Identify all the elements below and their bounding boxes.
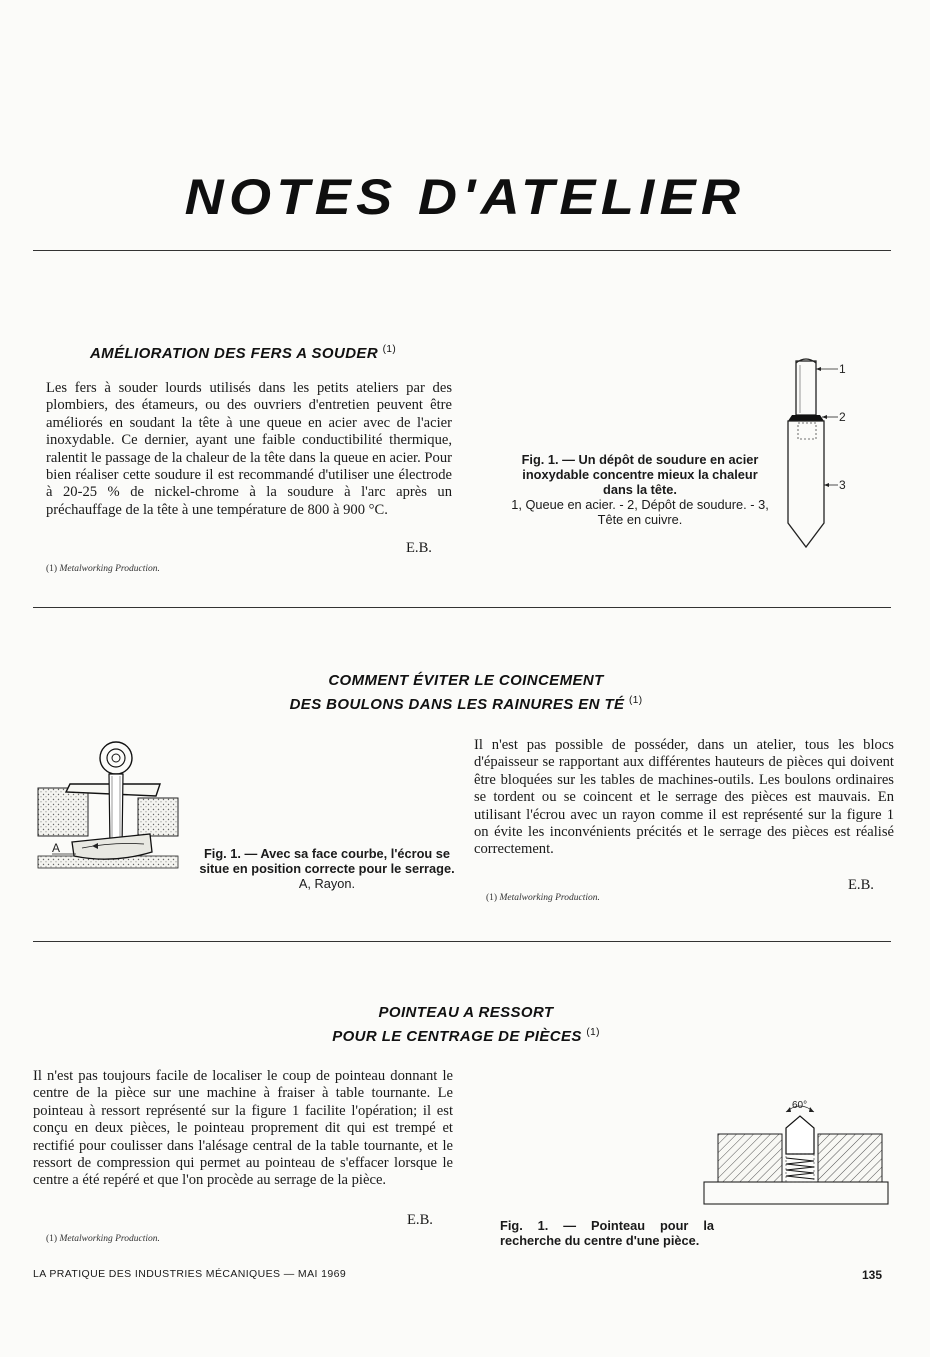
article3-figure-caption: Fig. 1. — Pointeau pour la recherche du centre d'une pièce. (500, 1218, 714, 1248)
article2-body: Il n'est pas possible de posséder, dans un atelier, tous les blocs d'épaisseur se rapportant aux différentes hauteurs de pièces qui doivent être bloquées sur les tables de machines-outils. Les boulons ordinaires se tordent ou se coincent et le serrage des pièces est mauvais. En utilisant l'écrou avec un rayon comme il est représenté sur la figure 1 on évite les inconvénients précités et le serrage des pièces est réalisé correctement. (474, 737, 894, 858)
figure-label-a: A (52, 841, 61, 855)
article2-figure-caption: Fig. 1. — Avec sa face courbe, l'écrou se situe en position correcte pour le serrage. A, Rayon. (199, 846, 455, 891)
figure-label-1: 1 (839, 362, 846, 376)
article1-signature: E.B. (406, 540, 432, 556)
publication-footer: LA PRATIQUE DES INDUSTRIES MÉCANIQUES — MAI 1969 (33, 1268, 347, 1280)
article2-signature: E.B. (848, 877, 874, 893)
article3-body: Il n'est pas toujours facile de localiser le coup de pointeau donnant le centre de la pièce sur une machine à fraiser à table tournante. Le pointeau à ressort représenté sur la figure 1 facilite l'opération; il est conçu en deux pièces, le pointeau proprement dit qui est trempé et rectifié pour coulisser dans l'alésage central de la table tournante, et le ressort de compression qui permet au pointeau de s'effacer lorsque le centre a été repéré et que l'on procède au serrage de la pièce. (33, 1068, 453, 1189)
article2-title: COMMENT ÉVITER LE COINCEMENT DES BOULONS DANS LES RAINURES EN TÉ $^{(1)}$ (289, 672, 643, 713)
article1-title: AMÉLIORATION DES FERS A SOUDER $^{(1)}$ (89, 344, 397, 362)
article1-body: Les fers à souder lourds utilisés dans les petits ateliers par des plombiers, des étameurs, ou des ouvriers d'entretien peuvent être améliorés en soudant la tête à une queue en acier avec de l'acier inoxydable. Ce dernier, ayant une faible conductibilité thermique, ralentit le passage de la chaleur de la tête dans la queue en acier. Pour bien réaliser cette soudure il est recommandé d'utiliser une électrode à 20-25 % de nickel-chrome à la soudure à l'arc après un préchauffage de la tête à une température de 800 à 900 °C. (46, 380, 452, 518)
figure-label-2: 2 (839, 410, 846, 424)
article3-signature: E.B. (407, 1212, 433, 1228)
spring-center-punch-figure (700, 1094, 890, 1214)
t-slot-bolt-figure (32, 738, 182, 878)
article2-footnote: (1) Metalworking Production. (486, 893, 600, 903)
article3-footnote: (1) Metalworking Production. (46, 1234, 160, 1244)
angle-label: 60° (792, 1100, 808, 1111)
article3-title: POINTEAU A RESSORT POUR LE CENTRAGE DE PIÈCES $^{(1)}$ (332, 1004, 600, 1045)
divider (33, 941, 891, 942)
figure-label-3: 3 (839, 478, 846, 492)
page-number: 135 (862, 1268, 883, 1282)
divider (33, 250, 891, 251)
article1-footnote: (1) Metalworking Production. (46, 564, 160, 574)
divider (33, 607, 891, 608)
article1-figure-caption: Fig. 1. — Un dépôt de soudure en acier inoxydable concentre mieux la chaleur dans la tête. 1, Queue en acier. - 2, Dépôt de soudure. - 3, Tête en cuivre. (511, 452, 769, 527)
masthead-title: NOTES D'ATELIER (184, 169, 746, 225)
soldering-iron-figure (770, 355, 860, 555)
